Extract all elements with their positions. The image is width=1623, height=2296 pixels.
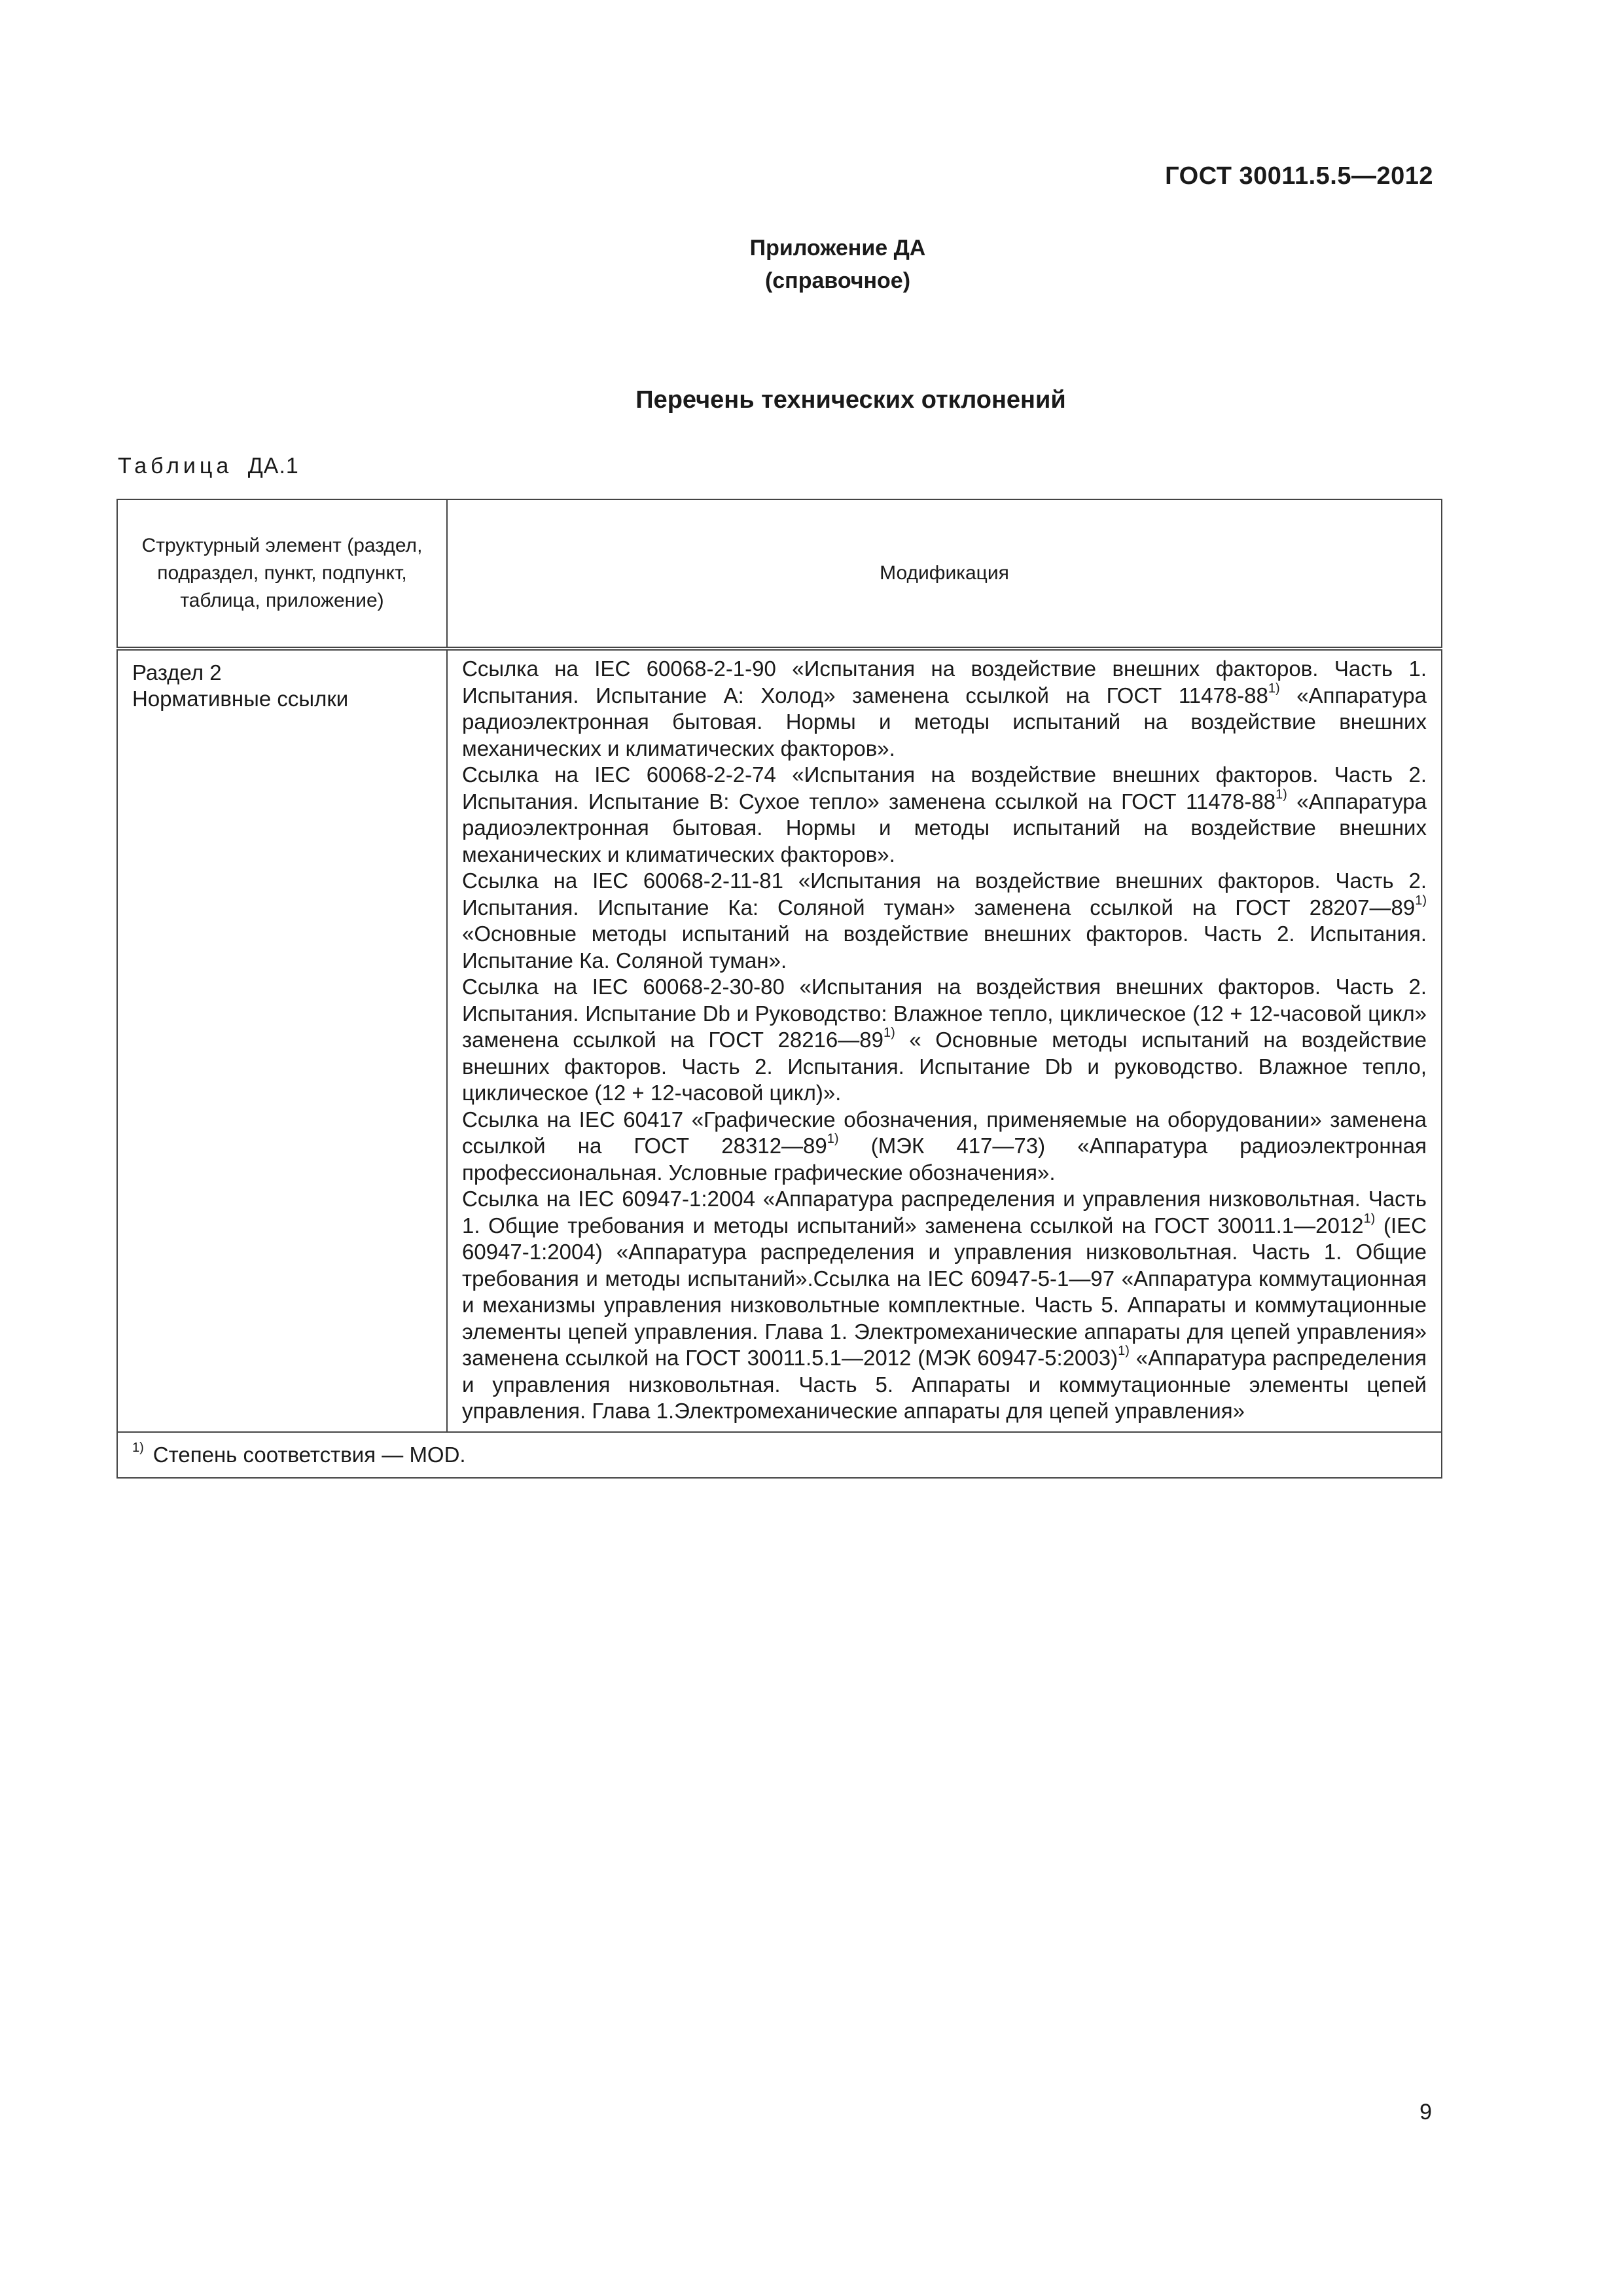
modification-para-4: Ссылка на IEC 60068-2-30-80 «Испытания на воздействия внешних факторов. Часть 2. Испытания. Испытание Db и Руководство: Влажное тепло, циклическое (12 + 12-часовой цикл» заменена ссылкой на ГОСТ 28216—89$^{1)}$ « Основные методы испытаний на воздействие внешних факторов. Часть 2. Испытания. Испытание Db и руководство. Влажное тепло, циклическое (12 + 12-часовой цикл)». — [462, 975, 1427, 1105]
table-caption-word: Таблица — [118, 454, 233, 478]
deviations-table — [116, 499, 1442, 1479]
table-row — [117, 649, 1442, 1432]
appendix-type: (справочное) — [764, 268, 911, 293]
modification-para-3: Ссылка на IEC 60068-2-11-81 «Испытания на воздействие внешних факторов. Часть 2. Испытания. Испытание Ка: Соляной туман» заменена ссылкой на ГОСТ 28207—89$^{1)}$ «Основные методы испытаний на воздействие внешних факторов. Часть 2. Испытания. Испытание Ка. Соляной туман». — [462, 869, 1427, 973]
footnote-ref: 1) — [1268, 681, 1280, 696]
section-title: Перечень технических отклонений — [635, 386, 1066, 414]
modification-para-5: Ссылка на IEC 60417 «Графические обозначения, применяемые на оборудовании» заменена ссылкой на ГОСТ 28312—89$^{1)}$ (МЭК 417—73) «Аппаратура радиоэлектронная профессиональная. Условные графические обозначения». — [462, 1107, 1427, 1185]
footnote-ref: 1) — [883, 1026, 895, 1040]
document-code: ГОСТ 30011.5.5—2012 — [1165, 162, 1433, 190]
header-structural-element: Структурный элемент (раздел, подраздел, пункт, подпункт, таблица, приложение) — [117, 499, 447, 649]
appendix-title: Приложение ДА — [749, 236, 926, 260]
modification-para-1: Ссылка на IEC 60068-2-1-90 «Испытания на воздействие внешних факторов. Часть 1. Испытания. Испытание А: Холод» заменена ссылкой на ГОСТ 11478-88$^{1)}$ «Аппаратура радиоэлектронная бытовая. Нормы и методы испытаний на воздействие внешних механических и климатических факторов». — [462, 656, 1427, 761]
table-caption — [118, 454, 299, 479]
section-number: Раздел 2 — [132, 660, 222, 685]
header-modification: Модификация — [447, 499, 1442, 649]
footnote-cell — [117, 1432, 1442, 1478]
table-header-row — [117, 499, 1442, 649]
modification-cell — [447, 649, 1442, 1432]
modification-para-6: Ссылка на IEC 60947-1:2004 «Аппаратура распределения и управления низковольтная. Часть 1. Общие требования и методы испытаний» заменена ссылкой на ГОСТ 30011.1—2012$^{1)}$ (IEC 60947-1:2004) «Аппаратура распределения и управления низковольтная. Часть 1. Общие требования и методы испытаний».Ссылка на IEC 60947-5-1—97 «Аппаратура коммутационная и механизмы управления низковольтные комплектные. Часть 5. Аппараты и коммутационные элементы цепей управления. Глава 1. Электромеханические аппараты для цепей управления» заменена ссылкой на ГОСТ 30011.5.1—2012 (МЭК 60947-5:2003)$^{1)}$ «Аппаратура распределения и управления низковольтная. Часть 5. Аппараты и коммутационные элементы цепей управления. Глава 1.Электромеханические аппараты для цепей управления» — [462, 1187, 1427, 1423]
appendix-heading — [0, 232, 1623, 297]
footnote-ref: 1) — [1415, 893, 1427, 908]
page-number: 9 — [1419, 2100, 1432, 2125]
footnote-marker: 1) — [132, 1440, 144, 1455]
modification-para-2: Ссылка на IEC 60068-2-2-74 «Испытания на воздействие внешних факторов. Часть 2. Испытания. Испытание В: Сухое тепло» заменена ссылкой на ГОСТ 11478-88$^{1)}$ «Аппаратура радиоэлектронная бытовая. Нормы и методы испытаний на воздействие внешних механических и климатических факторов». — [462, 762, 1427, 867]
structural-element-cell — [117, 649, 447, 1432]
section-name: Нормативные ссылки — [132, 687, 349, 711]
footnote-ref: 1) — [1363, 1211, 1376, 1226]
footnote-ref: 1) — [1275, 787, 1287, 802]
table-caption-number: ДА.1 — [247, 454, 299, 478]
footnote-ref: 1) — [1118, 1344, 1130, 1358]
footnote-ref: 1) — [827, 1132, 839, 1146]
footnote-text: Степень соответствия — MOD. — [152, 1442, 466, 1467]
footnote-row — [117, 1432, 1442, 1478]
